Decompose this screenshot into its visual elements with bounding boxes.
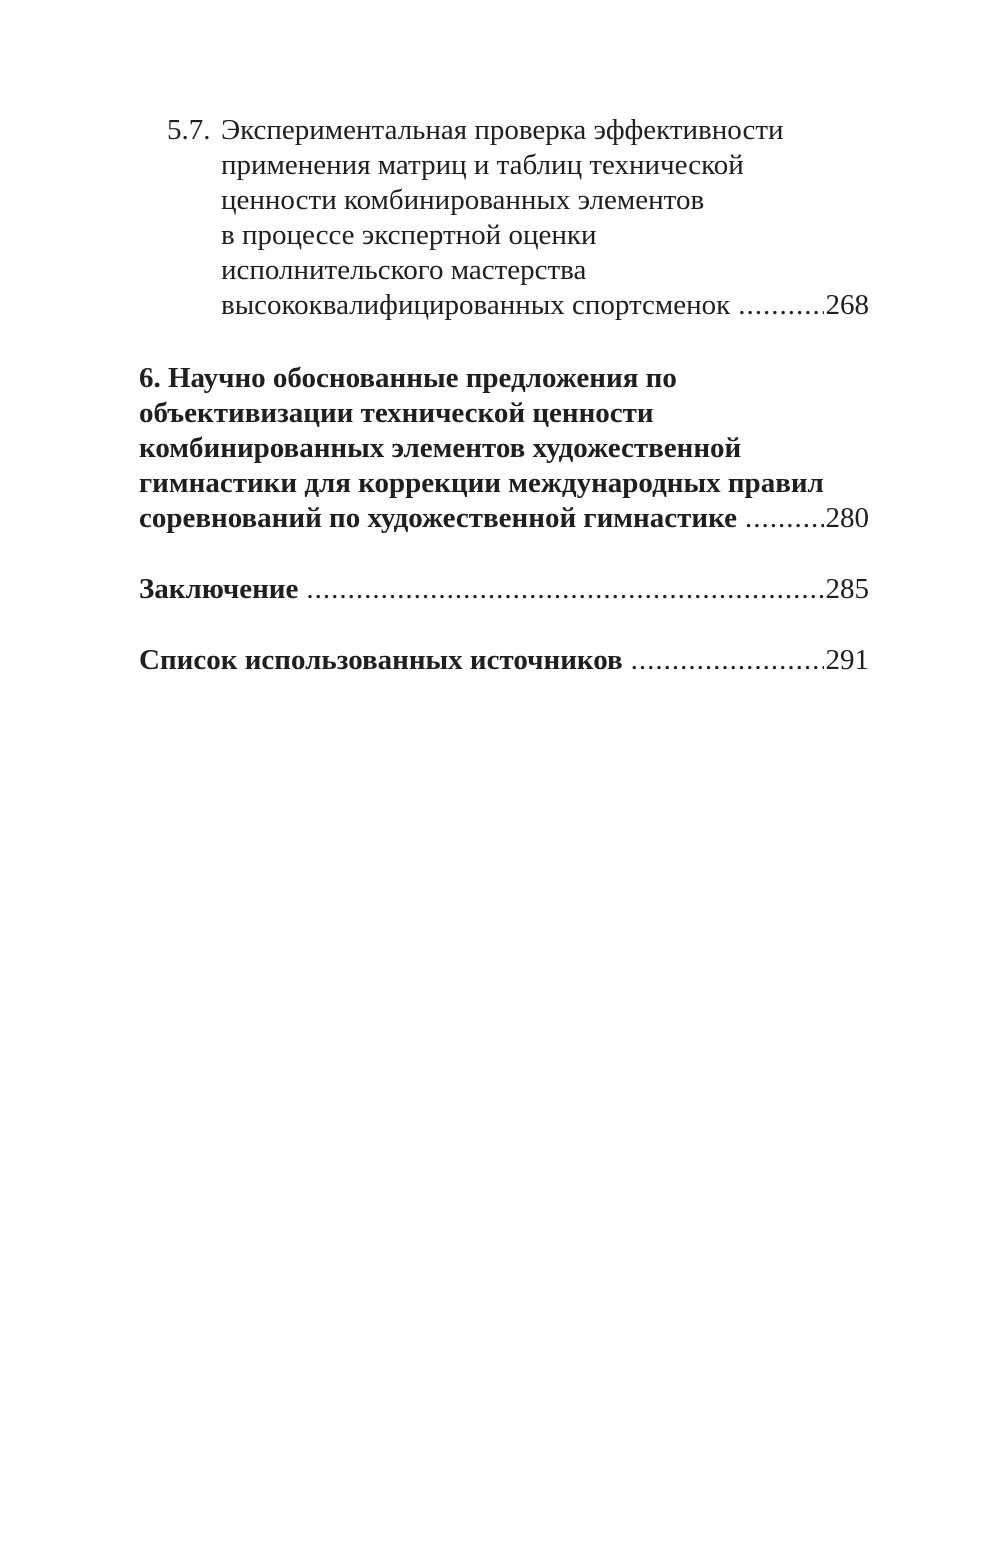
toc-entry-line: в процессе экспертной оценки <box>221 219 597 251</box>
toc-references[interactable] <box>139 643 869 678</box>
toc-chapter-line: объективизации технической ценности <box>139 397 654 429</box>
toc-entry-last-line[interactable] <box>221 288 869 323</box>
toc-entry-line: исполнительского мастерства <box>221 254 587 286</box>
dot-leader <box>738 288 823 323</box>
toc-page-number: 268 <box>825 289 869 321</box>
toc-chapter-line: комбинированных элементов художественной <box>139 432 742 464</box>
toc-page-number: 291 <box>825 644 869 676</box>
toc-conclusion[interactable] <box>139 572 869 607</box>
toc-chapter-line: 6. Научно обоснованные предложения по <box>139 362 677 394</box>
toc-page-number: 280 <box>825 502 869 534</box>
toc-chapter-title-tail: соревнований по художественной гимнастике <box>139 502 737 534</box>
toc-chapter-line: гимнастики для коррекции международных правил <box>139 467 824 499</box>
toc-entry-line: ценности комбинированных элементов <box>221 184 705 216</box>
toc-page-number: 285 <box>825 573 869 605</box>
toc-conclusion-title: Заключение <box>139 573 299 605</box>
dot-leader <box>306 572 823 607</box>
toc-chapter-last-line[interactable] <box>139 501 869 536</box>
dot-leader <box>631 643 824 678</box>
toc-entry-line: Экспериментальная проверка эффективности <box>221 114 784 146</box>
toc-entry-number: 5.7. <box>167 114 211 146</box>
toc-entry-line: применения матриц и таблиц технической <box>221 149 744 181</box>
dot-leader <box>745 501 824 536</box>
toc-references-title: Список использованных источников <box>139 644 623 676</box>
toc-entry-title-tail: высококвалифицированных спортсменок <box>221 289 731 321</box>
